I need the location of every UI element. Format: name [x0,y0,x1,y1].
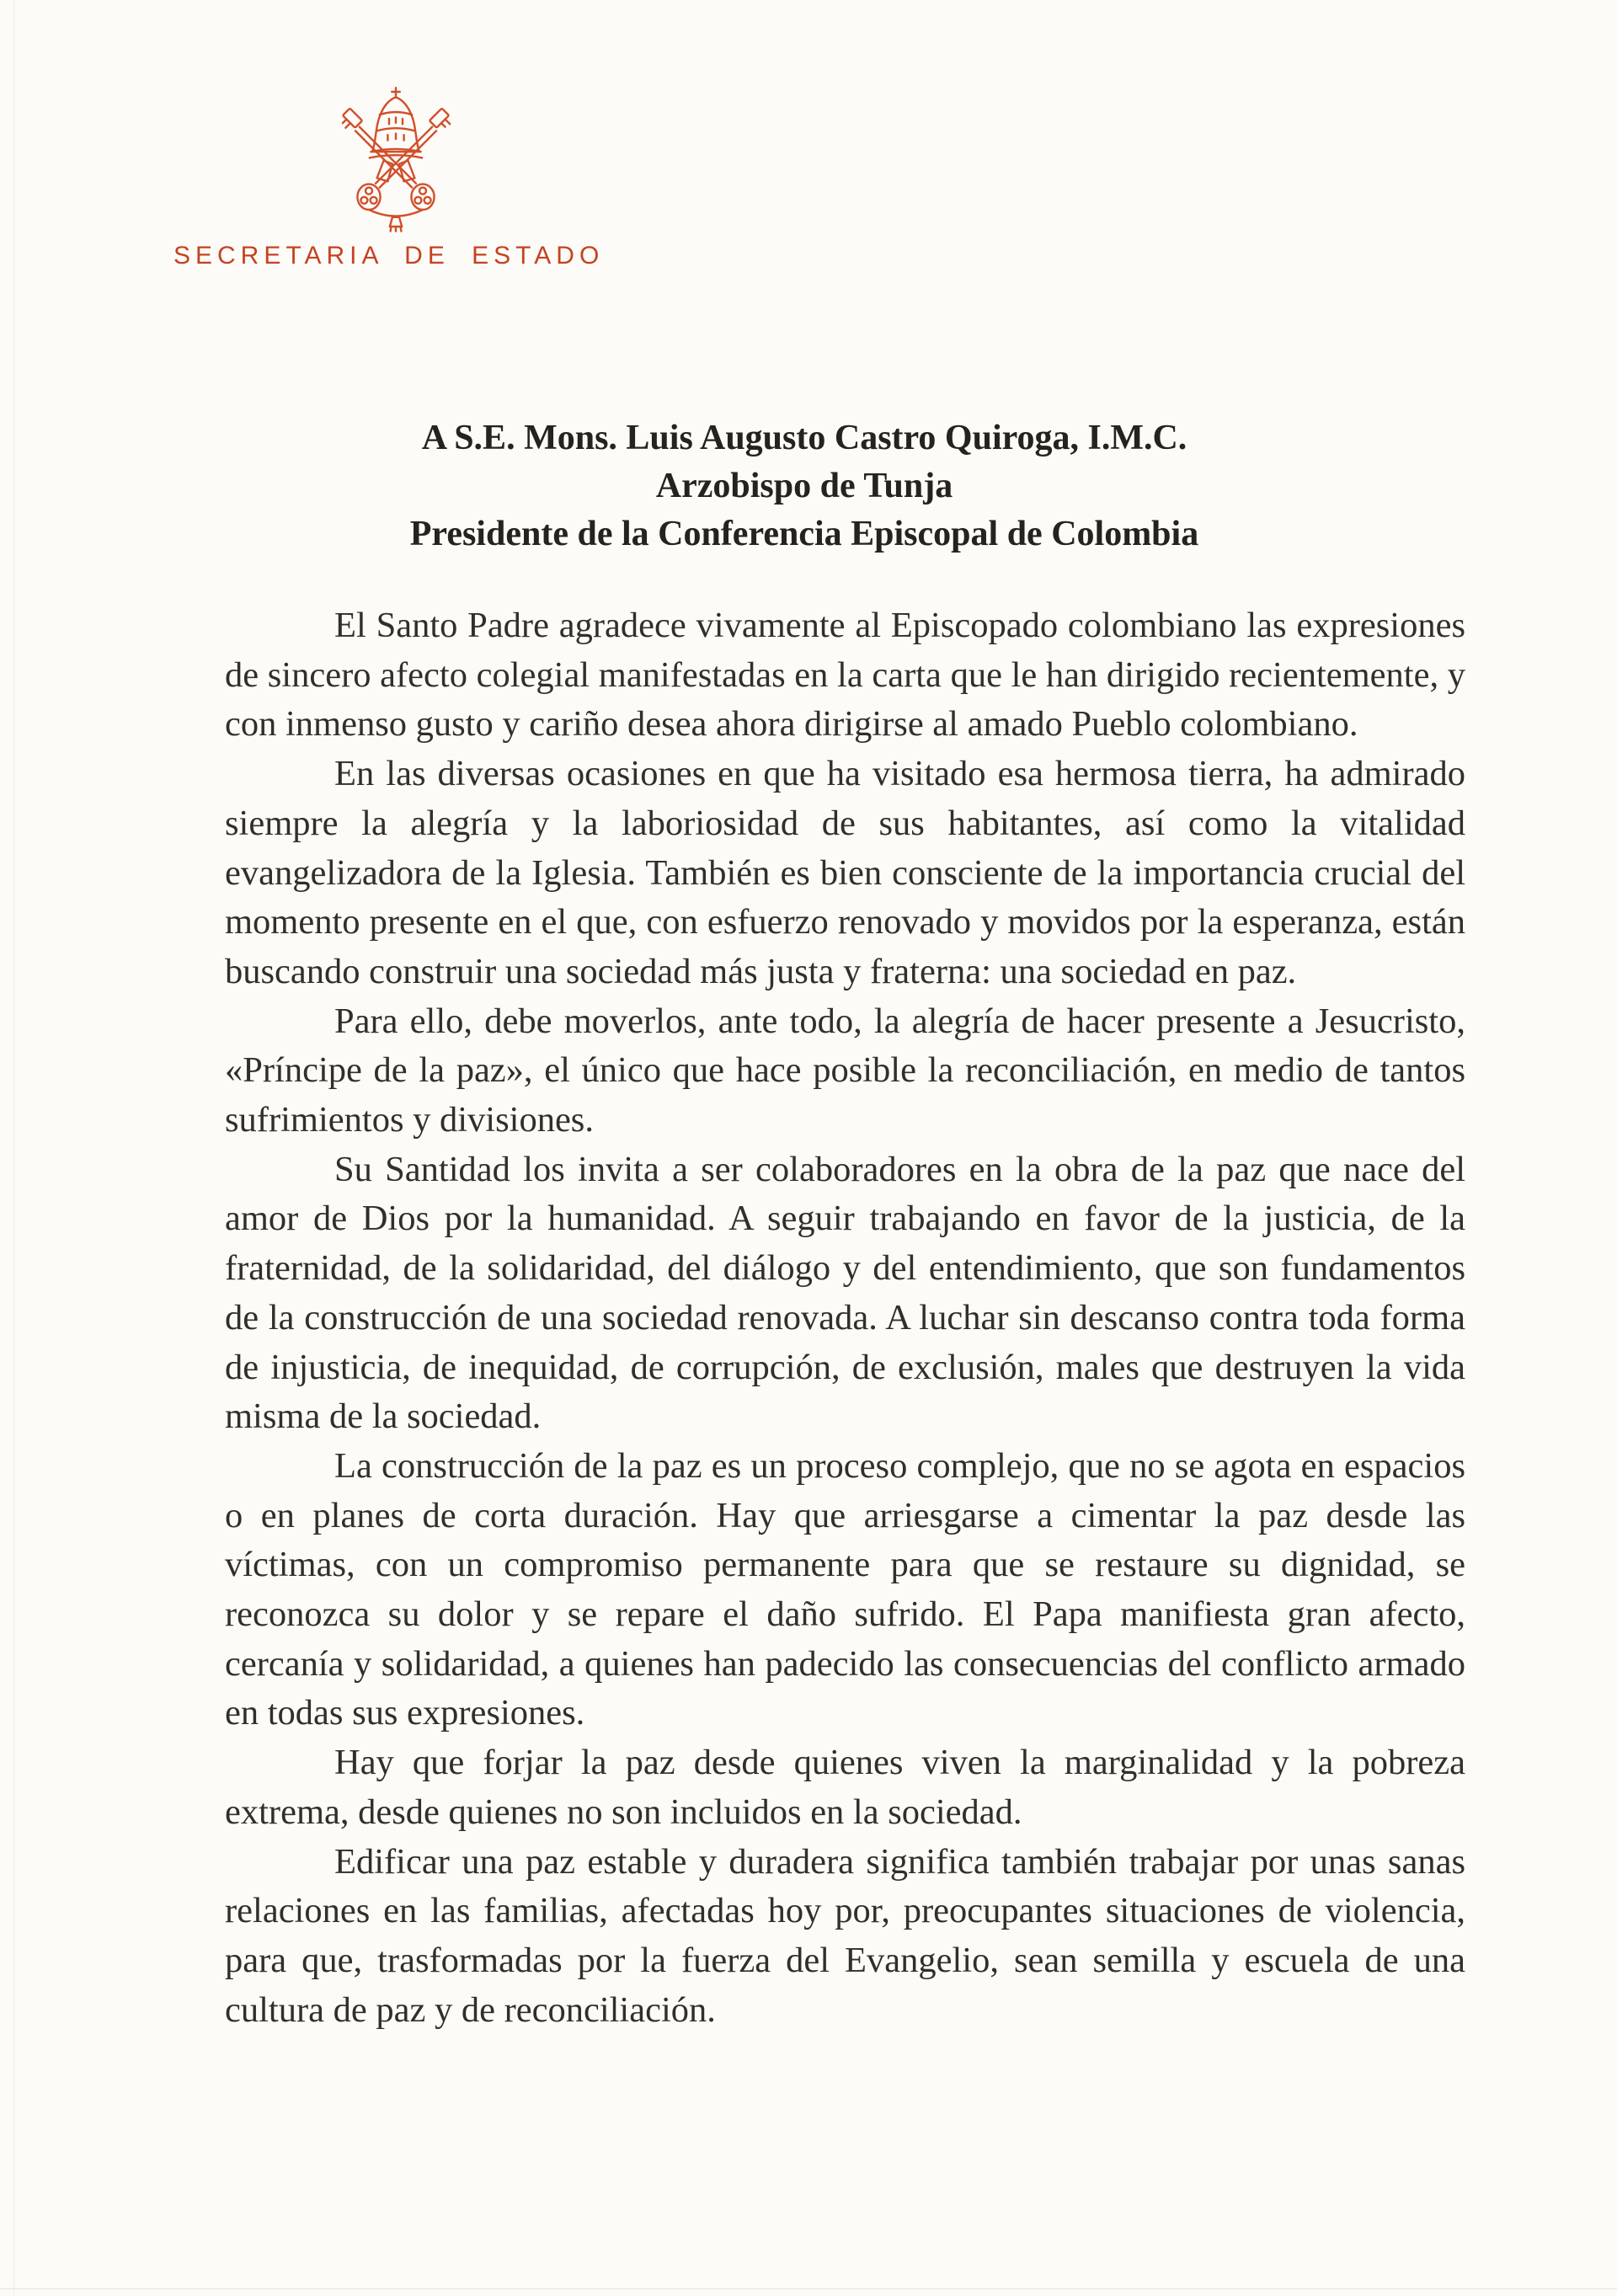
paragraph-7: Edificar una paz estable y duradera significa también trabajar por unas sanas relaciones en las familias, afectadas hoy por, preocupantes situaciones de violencia, para que, trasformadas por la fuerza del Evangelio, sean semilla y escuela de una cultura de paz y de reconciliación. [225,1841,1465,2030]
addressee-block [225,414,1384,558]
letter-body [225,601,1465,2035]
addressee-title-line1: Arzobispo de Tunja [655,467,953,505]
letterhead-office-title: SECRETARIA DE ESTADO [173,242,605,270]
paragraph-2: En las diversas ocasiones en que ha visitado esa hermosa tierra, ha admirado siempre la alegría y la laboriosidad de sus habitantes, así como la vitalidad evangelizadora de la Iglesia. También es bien consciente de la importancia crucial del momento presente en el que, con esfuerzo renovado y movidos por la esperanza, están buscando construir una sociedad más justa y fraterna: una sociedad en paz. [225,754,1465,991]
addressee-name: A S.E. Mons. Luis Augusto Castro Quiroga, I.M.C. [421,419,1187,457]
paragraph-6: Hay que forjar la paz desde quienes viven la marginalidad y la pobreza extrema, desde quienes no son incluidos en la sociedad. [225,1743,1465,1832]
addressee-title-line2: Presidente de la Conferencia Episcopal de Colombia [409,515,1199,553]
paragraph-4: Su Santidad los invita a ser colaboradores en la obra de la paz que nace del amor de Dios por la humanidad. A seguir trabajando en favor de la justicia, de la fraternidad, de la solidaridad, del diálogo y del entendimiento, que son fundamentos de la construcción de una sociedad renovada. A luchar sin descanso contra toda forma de injusticia, de inequidad, de corrupción, de exclusión, males que destruyen la vida misma de la sociedad. [225,1149,1465,1437]
paragraph-3: Para ello, debe moverlos, ante todo, la alegría de hacer presente a Jesucristo, «Príncipe de la paz», el único que hace posible la reconciliación, en medio de tantos sufrimientos y divisiones. [225,1001,1465,1140]
vatican-coat-of-arms-icon [328,84,463,234]
paragraph-5: La construcción de la paz es un proceso complejo, que no se agota en espacios o en planes de corta duración. Hay que arriesgarse a cimentar la paz desde las víctimas, con un compromiso permanente para que se restaure su dignidad, se reconozca su dolor y se repare el daño sufrido. El Papa manifiesta gran afecto, cercanía y solidaridad, a quienes han padecido las consecuencias del conflicto armado en todas sus expresiones. [225,1445,1465,1733]
paragraph-1: El Santo Padre agradece vivamente al Episcopado colombiano las expresiones de sincero afecto colegial manifestadas en la carta que le han dirigido recientemente, y con inmenso gusto y cariño desea ahora dirigirse al amado Pueblo colombiano. [225,606,1465,745]
